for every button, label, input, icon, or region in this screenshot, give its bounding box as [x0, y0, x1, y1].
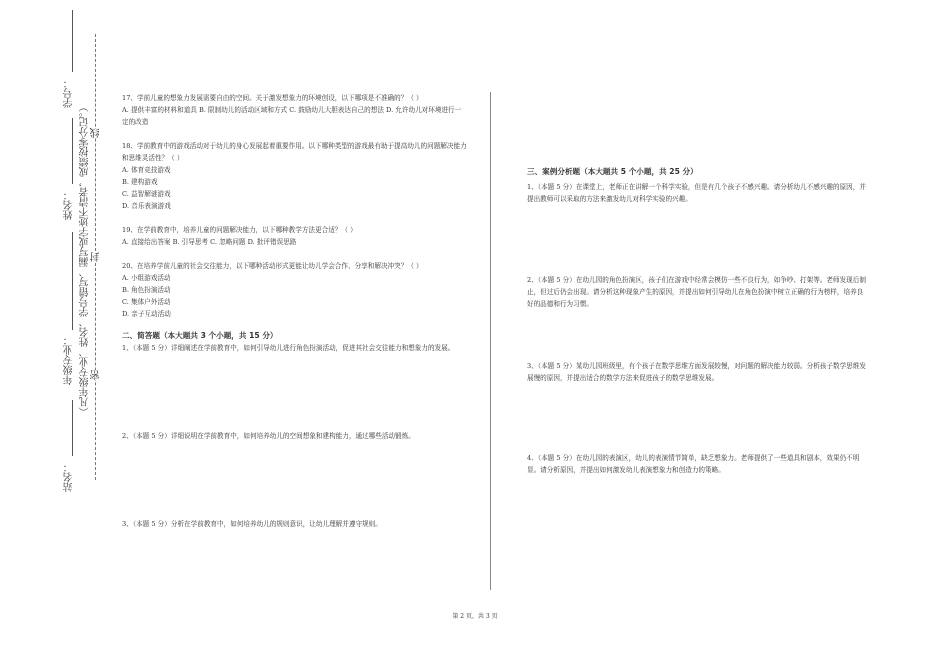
- case-question-1: 1、（本题 5 分）在课堂上，老师正在讲解一个科学实验，但是有几个孩子不感兴趣。请分析幼儿不感兴趣的原因，并提出教师可以采取的方法来激发幼儿对科学实验的兴趣。: [527, 183, 866, 203]
- case-question-2: 2、（本题 5 分）在幼儿园的角色扮演区，孩子们在游戏中经常会模仿一些不良行为，如争吵、打架等。老师发现后制止，但过后仍会出现。请分析这种现象产生的原因，并提出如何引导幼儿在角色扮演中树立正确的行为榜样，培养良好的品德和行为习惯。: [527, 276, 866, 308]
- question-17-stem: 17、学前儿童的想象力发展需要自由的空间。关于激发想象力的环境创设，以下哪项是不准确的？（ ）: [122, 94, 423, 102]
- major-label: 年级专业：: [64, 335, 75, 385]
- question-20-option-a: A. 小组游戏活动: [122, 274, 171, 282]
- seal-word-line: 线: [91, 128, 102, 138]
- column-divider: [490, 92, 491, 590]
- left-column: [122, 92, 467, 530]
- section-2-title: 二、简答题（本大题共 3 个小题，共 15 分）: [122, 331, 278, 340]
- name-label: 姓名：: [64, 190, 75, 220]
- binding-instructions: （凡年级专业、姓名、学号错写、漏写或字迹不清者，成绩按零分记。）: [80, 102, 91, 417]
- question-20-option-d: D. 亲子互动活动: [122, 310, 171, 318]
- section-3-title: 三、案例分析题（本大题共 5 个小题，共 25 分）: [527, 167, 698, 176]
- school-label: 站名：: [64, 462, 75, 492]
- question-19: [122, 224, 467, 248]
- question-18-option-b: B. 建构游戏: [122, 178, 158, 186]
- seal-word-seal: 封: [91, 252, 102, 262]
- short-answer-1: 1、（本题 5 分）详细阐述在学前教育中，如何引导幼儿进行角色扮演活动，促进其社会交往能力和想象力的发展。: [122, 344, 455, 352]
- major-underline: [72, 232, 73, 330]
- short-answer-2: 2、（本题 5 分）详细说明在学前教育中，如何培养幼儿的空间想象和建构能力，通过哪些活动锻炼。: [122, 432, 415, 440]
- school-underline: [72, 400, 73, 456]
- right-column: [527, 166, 867, 476]
- question-18-option-a: A. 体育竞技游戏: [122, 166, 171, 174]
- question-20-option-c: C. 集体户外活动: [122, 298, 171, 306]
- seal-word-secret: 密: [91, 370, 102, 380]
- question-18-option-d: D. 音乐表演游戏: [122, 202, 171, 210]
- name-underline: [72, 118, 73, 184]
- question-19-stem: 19、在学前教育中，培养儿童的问题解决能力，以下哪种教学方法更合适？（ ）: [122, 226, 357, 234]
- question-18: [122, 140, 467, 212]
- question-19-options: A. 直接给出答案 B. 引导思考 C. 忽略问题 D. 批评错误思路: [122, 238, 297, 246]
- question-18-stem: 18、学前教育中的游戏活动对于幼儿的身心发展起着重要作用。以下哪种类型的游戏最有助于提高幼儿的问题解决能力和思维灵活性？（ ）: [122, 142, 467, 162]
- case-question-3: 3、（本题 5 分）某幼儿园班级里，有个孩子在数学思维方面发展较慢，对问题的解决能力较弱。分析孩子数学思维发展慢的原因，并提出适合的数学方法来促进孩子的数学思维发展。: [527, 362, 866, 382]
- case-question-4: 4、（本题 5 分）在幼儿园的表演区，幼儿的表演情节简单，缺乏想象力。老师提供了一些道具和剧本，效果仍不明显。请分析原因，并提出如何激发幼儿表演想象力和创造力的策略。: [527, 454, 860, 474]
- question-20-stem: 20、在培养学前儿童的社会交往能力，以下哪种活动形式更能让幼儿学会合作、分享和解决冲突？（ ）: [122, 262, 423, 270]
- question-17: [122, 92, 467, 128]
- student-id-underline: [72, 10, 73, 72]
- page-footer: 第 2 页，共 3 页: [452, 613, 498, 620]
- question-18-option-c: C. 益智解谜游戏: [122, 190, 171, 198]
- question-17-options: A. 提供丰富的材料和道具 B. 限制幼儿的活动区域和方式 C. 鼓励幼儿大胆表达自己的想法 D. 允许幼儿对环境进行一定的改造: [122, 106, 462, 126]
- student-id-label: 学号：: [64, 78, 75, 108]
- question-20-option-b: B. 角色扮演活动: [122, 286, 171, 294]
- short-answer-3: 3、（本题 5 分）分析在学前教育中，如何培养幼儿的规则意识，让幼儿理解并遵守规则。: [122, 520, 382, 528]
- question-20: [122, 260, 467, 320]
